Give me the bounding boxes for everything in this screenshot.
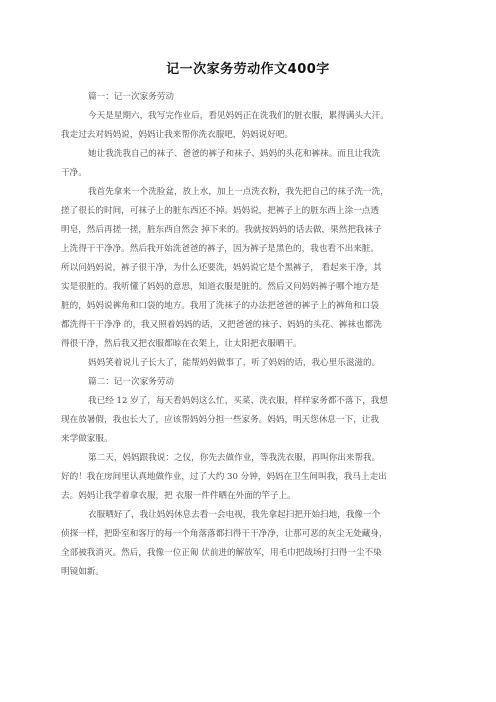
body-line: 好的！我在房间里认真地做作业，过了大约 30 分钟，妈妈在卫生间叫我，我马上走出 (61, 472, 387, 482)
body-line: 第二天，妈妈跟我说：之仪，你先去做作业，等我洗衣服，再叫你出来帮我。 (88, 453, 381, 463)
document-body (61, 88, 437, 582)
body-line: 得很干净，然后我又把衣服都晾在衣架上，让太阳把衣服晒干。 (61, 339, 302, 349)
body-line: 今天是星期六，我写完作业后，看见妈妈正在洗我们的脏衣服，累得满头大汗。 (88, 111, 389, 121)
body-line: 她让我洗我自己的袜子、爸爸的裤子和袜子、妈妈的头花和裤袜。而且让我洗 (88, 149, 381, 159)
body-line: 篇一：记一次家务劳动 (88, 92, 174, 102)
body-line: 现在放暑假，我也长大了，应该帮妈妈分担一些家务。妈妈，明天您休息一下，让我 (61, 415, 379, 425)
body-line: 明镜如新。 (61, 567, 104, 577)
body-line: 上洗得干干净净。然后我开始洗爸爸的裤子，因为裤子是黑色的，我也看不出来脏。 (61, 244, 379, 254)
body-line: 篇二：记一次家务劳动 (88, 377, 174, 387)
body-line: 干净。 (61, 168, 87, 178)
body-line: 妈妈笑着说儿子长大了，能帮妈妈做事了，听了妈妈的话，我心里乐滋滋的。 (88, 358, 381, 368)
body-line: 侦探一样，把卧室和客厅的每一个角落落都扫得干干净净，让那可恶的灰尘无处藏身， (61, 529, 388, 539)
body-line: 全部被我消灭。然后，我像一位正匍 伏前进的解放军，用毛巾把战场打扫得一尘不染 (61, 548, 382, 558)
body-line: 我走过去对妈妈说，妈妈让我来帮你洗衣服吧，妈妈说好吧。 (61, 130, 294, 140)
body-line: 我首先拿来一个洗脸盆，放上水，加上一点洗衣粉，我先把自己的袜子洗一洗， (88, 187, 389, 197)
body-line: 来学做家服。 (61, 434, 113, 444)
body-line: 搓了很长的时间，可袜子上的脏东西还不掉。妈妈说，把裤子上的脏东西上涂一点透 (61, 206, 379, 216)
body-line: 实是很脏的。我听懂了妈妈的意思，知道衣服是脏的。然后又问妈妈裤子哪个地方是 (61, 282, 379, 292)
body-line: 脏的，妈妈说裤角和口袋的地方。我用了洗袜子的办法把爸爸的裤子上的裤角和口袋 (61, 301, 379, 311)
body-line: 去。妈妈让我学着拿衣服，把 衣服一件件晒在外面的竿子上。 (61, 491, 296, 501)
body-line: 明皂，然后再搓一搓，脏东西自然会 掉下来的。我就按妈妈的话去做，果然把我袜子 (61, 225, 382, 235)
body-line: 都洗得干干净净 的，我又照着妈妈的话，又把爸爸的袜子、妈妈的头花、裤袜也都洗 (61, 320, 382, 330)
body-line: 所以问妈妈说，裤子很干净，为什么还要洗，妈妈说它是个黑裤子， 看起来干净，其 (61, 263, 382, 273)
body-line: 衣服晒好了，我让妈妈休息去看一会电视，我先拿起扫把开始扫地，我像一个 (88, 510, 381, 520)
body-line: 我已经 12 岁了，每天看妈妈这么忙，买菜、洗衣服，样样家务都不落下，我想 (88, 396, 388, 406)
document-title: 记一次家务劳动作文400字 (166, 62, 330, 77)
